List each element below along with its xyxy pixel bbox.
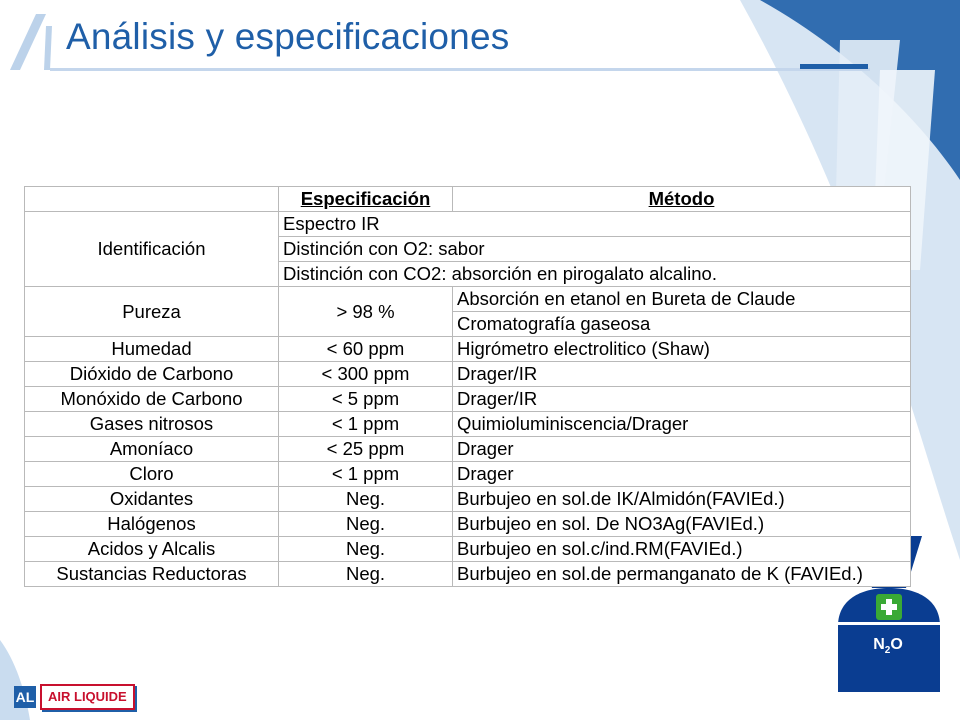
param-cell: Dióxido de Carbono bbox=[25, 362, 279, 387]
spec-cell: < 25 ppm bbox=[279, 437, 453, 462]
spec-cell: Neg. bbox=[279, 512, 453, 537]
param-cell: Cloro bbox=[25, 462, 279, 487]
table-row bbox=[25, 362, 911, 387]
table-row bbox=[25, 462, 911, 487]
ident-item: Distinción con CO2: absorción en pirogalato alcalino. bbox=[279, 262, 911, 287]
spec-cell: < 300 ppm bbox=[279, 362, 453, 387]
table-row bbox=[25, 562, 911, 587]
header-method: Método bbox=[453, 187, 911, 212]
n2o-label bbox=[838, 636, 938, 656]
method-cell: Higrómetro electrolitico (Shaw) bbox=[453, 337, 911, 362]
method-cell: Cromatografía gaseosa bbox=[453, 312, 911, 337]
param-cell: Sustancias Reductoras bbox=[25, 562, 279, 587]
param-pureza: Pureza bbox=[25, 287, 279, 337]
method-cell: Burbujeo en sol.de permanganato de K (FAVIEd.) bbox=[453, 562, 911, 587]
method-cell: Burbujeo en sol.c/ind.RM(FAVIEd.) bbox=[453, 537, 911, 562]
header-spec: Especificación bbox=[279, 187, 453, 212]
logo-text: AIR LIQUIDE bbox=[40, 684, 135, 710]
table-row bbox=[25, 287, 911, 312]
logo-mark-icon: AL bbox=[14, 686, 36, 708]
spec-cell: < 1 ppm bbox=[279, 412, 453, 437]
header-blank-cell bbox=[25, 187, 279, 212]
table-row bbox=[25, 537, 911, 562]
method-cell: Drager bbox=[453, 437, 911, 462]
method-cell: Absorción en etanol en Bureta de Claude bbox=[453, 287, 911, 312]
spec-cell: Neg. bbox=[279, 562, 453, 587]
n2o-label-n: N bbox=[873, 636, 885, 653]
table-row bbox=[25, 337, 911, 362]
spec-cell: Neg. bbox=[279, 487, 453, 512]
param-cell: Oxidantes bbox=[25, 487, 279, 512]
param-identificacion: Identificación bbox=[25, 212, 279, 287]
page-title: Análisis y especificaciones bbox=[66, 16, 510, 57]
table-row bbox=[25, 387, 911, 412]
spec-cell: Neg. bbox=[279, 537, 453, 562]
specifications-table bbox=[24, 186, 911, 587]
param-cell: Halógenos bbox=[25, 512, 279, 537]
header-underline bbox=[50, 68, 870, 71]
param-cell: Acidos y Alcalis bbox=[25, 537, 279, 562]
param-cell: Monóxido de Carbono bbox=[25, 387, 279, 412]
param-cell: Humedad bbox=[25, 337, 279, 362]
table-header-row bbox=[25, 187, 911, 212]
method-cell: Drager/IR bbox=[453, 387, 911, 412]
method-cell: Drager bbox=[453, 462, 911, 487]
method-cell: Burbujeo en sol.de IK/Almidón(FAVIEd.) bbox=[453, 487, 911, 512]
spec-pureza: > 98 % bbox=[279, 287, 453, 337]
spec-cell: < 60 ppm bbox=[279, 337, 453, 362]
table-row bbox=[25, 412, 911, 437]
spec-cell: < 1 ppm bbox=[279, 462, 453, 487]
param-cell: Gases nitrosos bbox=[25, 412, 279, 437]
table-row bbox=[25, 437, 911, 462]
method-cell: Drager/IR bbox=[453, 362, 911, 387]
n2o-label-subscript: 2 bbox=[884, 645, 891, 657]
param-cell: Amoníaco bbox=[25, 437, 279, 462]
method-cell: Burbujeo en sol. De NO3Ag(FAVIEd.) bbox=[453, 512, 911, 537]
spec-cell: < 5 ppm bbox=[279, 387, 453, 412]
air-liquide-logo bbox=[14, 682, 135, 712]
n2o-label-o: O bbox=[890, 636, 903, 653]
table-row bbox=[25, 512, 911, 537]
ident-item: Distinción con O2: sabor bbox=[279, 237, 911, 262]
ident-item: Espectro IR bbox=[279, 212, 911, 237]
table-row bbox=[25, 487, 911, 512]
table-row bbox=[25, 212, 911, 237]
method-cell: Quimioluminiscencia/Drager bbox=[453, 412, 911, 437]
header-slash-mark bbox=[10, 14, 46, 70]
